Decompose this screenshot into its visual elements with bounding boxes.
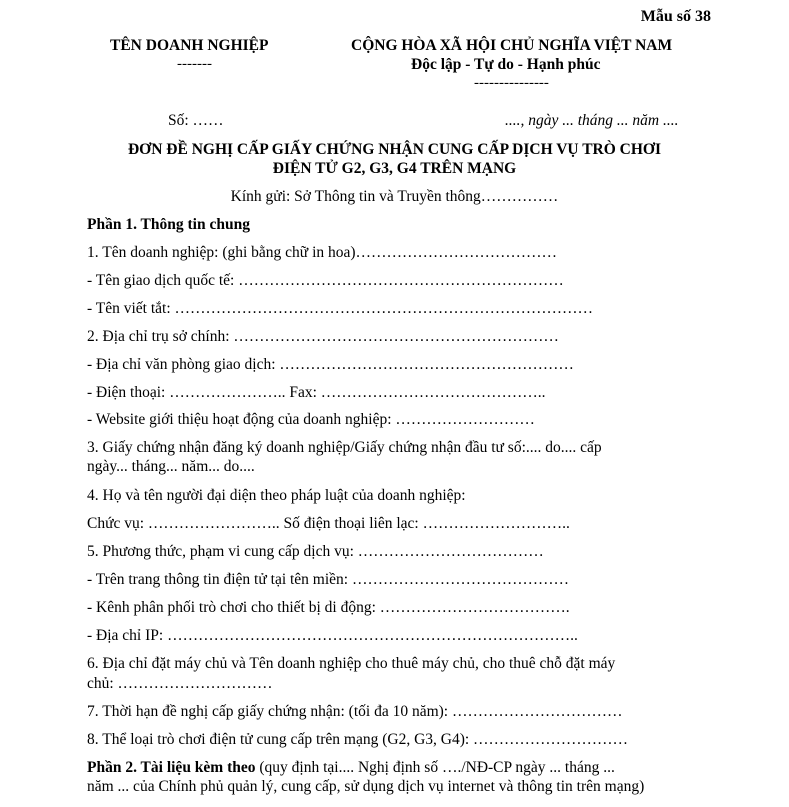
form-line-international-name: - Tên giao dịch quốc tế: ………………………………………………………: [87, 272, 564, 289]
part2-heading: Phần 2. Tài liệu kèm theo: [87, 759, 256, 776]
company-heading: TÊN DOANH NGHIỆP: [110, 37, 269, 54]
form-line-server-location: 6. Địa chỉ đặt máy chủ và Tên doanh nghiệp cho thuê máy chủ, cho thuê chỗ đặt máy: [87, 655, 616, 672]
form-line-game-types: 8. Thể loại trò chơi điện tử cung cấp trên mạng (G2, G3, G4): …………………………: [87, 731, 629, 748]
form-line-certificate-date: ngày... tháng... năm... do....: [87, 458, 255, 475]
form-line-position-phone: Chức vụ: …………………….. Số điện thoại liên lạc: ………………………..: [87, 515, 570, 532]
title-line-1: ĐƠN ĐỀ NGHỊ CẤP GIẤY CHỨNG NHẬN CUNG CẤP DỊCH VỤ TRÒ CHƠI: [127, 141, 662, 158]
form-line-service-method: 5. Phương thức, phạm vi cung cấp dịch vụ: ………………………………: [87, 543, 544, 560]
title-line-2: ĐIỆN TỬ G2, G3, G4 TRÊN MẠNG: [272, 160, 517, 177]
part2-line: [87, 759, 615, 777]
form-line-legal-representative: 4. Họ và tên người đại diện theo pháp luật của doanh nghiệp:: [87, 487, 466, 504]
form-line-domain: - Trên trang thông tin điện tử tại tên miền: ……………………………………: [87, 571, 569, 588]
form-line-short-name: - Tên viết tắt: ………………………………………………………………………: [87, 300, 594, 317]
company-separator: -------: [177, 56, 212, 72]
motto-separator: ---------------: [474, 75, 549, 91]
form-line-server-location-cont: chủ: …………………………: [87, 675, 273, 692]
form-line-mobile-channel: - Kênh phân phối trò chơi cho thiết bị di động: ……………………………….: [87, 599, 570, 616]
form-line-certificate: 3. Giấy chứng nhận đăng ký doanh nghiệp/Giấy chứng nhận đầu tư số:.... do.... cấp: [87, 439, 602, 456]
form-line-license-term: 7. Thời hạn đề nghị cấp giấy chứng nhận: (tối đa 10 năm): ……………………………: [87, 703, 623, 720]
part2-text: (quy định tại.... Nghị định số …./NĐ-CP ngày ... tháng ...: [255, 759, 615, 776]
nation-heading: CỘNG HÒA XÃ HỘI CHỦ NGHĨA VIỆT NAM: [351, 37, 673, 54]
form-line-phone-fax: - Điện thoại: ………………….. Fax: ……………………………………..: [87, 384, 546, 401]
document-title: [0, 140, 789, 178]
part2-line-2: năm ... của Chính phủ quản lý, cung cấp, sử dụng dịch vụ internet và thông tin trên mạng): [87, 778, 645, 795]
form-line-ip-address: - Địa chỉ IP: ……………………………………………………………………..: [87, 627, 578, 644]
form-line-head-office: 2. Địa chỉ trụ sở chính: ………………………………………………………: [87, 328, 559, 345]
form-line-company-name: 1. Tên doanh nghiệp: (ghi bằng chữ in hoa)…………………………………: [87, 244, 558, 261]
form-line-website: - Website giới thiệu hoạt động của doanh nghiệp: ………………………: [87, 411, 535, 428]
document-number: Số: ……: [168, 112, 224, 129]
motto: Độc lập - Tự do - Hạnh phúc: [411, 56, 601, 73]
recipient-line: Kính gửi: Sở Thông tin và Truyền thông……………: [230, 188, 559, 205]
form-line-office-address: - Địa chỉ văn phòng giao dịch: …………………………………………………: [87, 356, 574, 373]
date-line: ...., ngày ... tháng ... năm ....: [505, 112, 679, 129]
part1-heading: Phần 1. Thông tin chung: [87, 216, 250, 233]
form-number: Mẫu số 38: [640, 8, 711, 25]
